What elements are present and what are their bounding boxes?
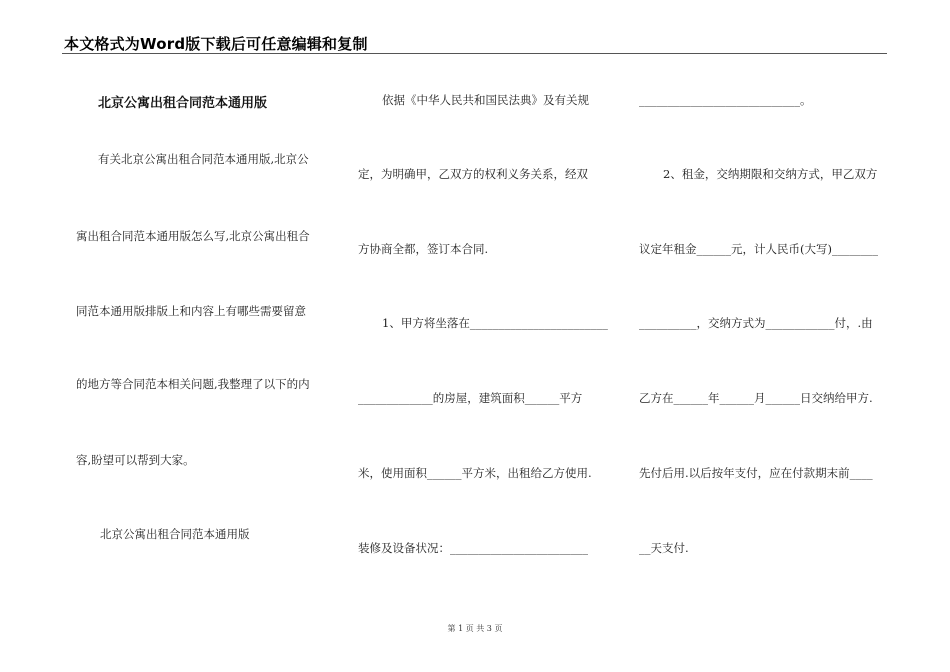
right-line-4: __________，交纳方式为____________付，.由 [639, 316, 873, 330]
right-line-5: 乙方在______年______月______日交纳给甲方. [639, 391, 873, 405]
right-line-6: 先付后用.以后按年支付，应在付款期末前____ [639, 466, 873, 480]
middle-line-1: 依据《中华人民共和国民法典》及有关规 [382, 93, 589, 107]
left-line-4: 的地方等合同范本相关问题,我整理了以下的内 [76, 377, 310, 391]
middle-line-6: 米，使用面积______平方米，出租给乙方使用. [358, 466, 592, 480]
middle-line-3: 方协商全都，签订本合同. [358, 242, 489, 256]
right-line-7: __天支付. [639, 541, 689, 555]
right-line-3: 议定年租金______元，计人民币(大写)________ [639, 242, 878, 256]
left-line-2: 寓出租合同范本通用版怎么写,北京公寓出租合 [76, 229, 310, 243]
middle-line-7: 装修及设备状况：________________________ [358, 541, 588, 555]
document-title: 北京公寓出租合同范本通用版 [98, 96, 268, 111]
right-line-1: ____________________________。 [639, 93, 812, 107]
document-header: 本文格式为Word版下载后可任意编辑和复制 [64, 35, 368, 53]
left-line-1: 有关北京公寓出租合同范本通用版,北京公 [98, 152, 309, 166]
header-divider [62, 53, 887, 54]
right-line-2: 2、租金，交纳期限和交纳方式，甲乙双方 [663, 167, 878, 181]
middle-line-4: 1、甲方将坐落在________________________ [382, 316, 608, 330]
middle-line-2: 定，为明确甲，乙双方的权利义务关系，经双 [358, 167, 588, 181]
left-subtitle: 北京公寓出租合同范本通用版 [100, 527, 250, 541]
middle-line-5: _____________的房屋，建筑面积______平方 [358, 391, 583, 405]
left-line-3: 同范本通用版排版上和内容上有哪些需要留意 [76, 304, 306, 318]
left-line-5: 容,盼望可以帮到大家。 [76, 453, 195, 467]
page-number: 第 1 页 共 3 页 [447, 624, 503, 633]
